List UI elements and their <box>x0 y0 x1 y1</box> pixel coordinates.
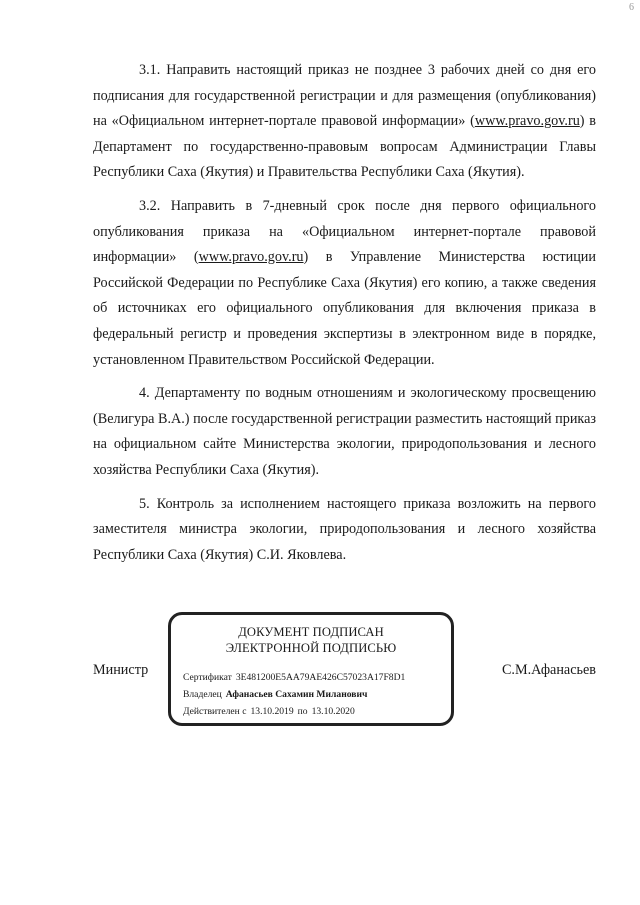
signatory-name: С.М.Афанасьев <box>501 662 596 678</box>
stamp-validity-row <box>183 703 441 720</box>
stamp-heading-line2: ЭЛЕКТРОННОЙ ПОДПИСЬЮ <box>225 641 397 655</box>
electronic-signature-stamp <box>168 612 454 726</box>
certificate-label: Сертификат <box>183 672 232 683</box>
document-body <box>93 58 596 568</box>
page-number: 6 <box>629 2 634 13</box>
owner-label: Владелец <box>183 689 222 700</box>
stamp-details <box>183 669 441 720</box>
signatory-position: Министр <box>93 662 149 678</box>
paragraph-3-1-text-end: ) в Департамент по государственно-правовым вопросам Администрации Главы Республики Саха (Якутия) и Правительства Республики Саха (Якутия). <box>93 113 596 181</box>
valid-from: 13.10.2019 <box>250 706 294 717</box>
paragraph-4: 4. Департаменту по водным отношениям и экологическому просвещению (Велигура В.А.) после государственной регистрации разместить настоящий приказ на официальном сайте Министерства экологии, природопользования и лесного хозяйства Республики Саха (Якутия). <box>93 385 596 478</box>
certificate-value: 3E481200E5AA79AE426C57023A17F8D1 <box>235 672 406 683</box>
paragraph-3-1 <box>93 58 596 186</box>
valid-label: Действителен с <box>183 706 247 717</box>
valid-to: 13.10.2020 <box>311 706 355 717</box>
stamp-heading-line1: ДОКУМЕНТ ПОДПИСАН <box>238 625 384 639</box>
paragraph-5: 5. Контроль за исполнением настоящего приказа возложить на первого заместителя министра экологии, природопользования и лесного хозяйства Республики Саха (Якутия) С.И. Яковлева. <box>93 495 596 563</box>
valid-to-label: по <box>297 706 308 717</box>
paragraph-3-1-text-start: 3.1. Направить настоящий приказ не позднее 3 рабочих дней со дня его подписания для государственной регистрации и для размещения (опубликования) на «Официальном интернет-портале правовой информации» ( <box>93 62 596 130</box>
pravo-gov-link[interactable]: www.pravo.gov.ru <box>198 249 304 266</box>
paragraph-3-2-text-start: 3.2. Направить в 7-дневный срок после дня первого официального опубликования приказа на «Официальном интернет-портале правовой информации» ( <box>93 197 596 266</box>
owner-value: Афанасьев Сахамин Миланович <box>225 689 368 700</box>
pravo-gov-link[interactable]: www.pravo.gov.ru <box>474 113 580 130</box>
stamp-owner-row <box>183 686 441 703</box>
signature-block <box>93 612 596 732</box>
paragraph-3-2 <box>93 194 596 373</box>
paragraph-3-2-text-end: ) в Управление Министерства юстиции Российской Федерации по Республике Саха (Якутия) его копию, а также сведения об источниках его официального опубликования для включения приказа в федеральный регистр и проведения экспертизы в электронном виде в порядке, установленном Правительством Российской Федерации. <box>93 249 596 368</box>
stamp-heading <box>171 624 451 656</box>
stamp-certificate-row <box>183 669 441 686</box>
